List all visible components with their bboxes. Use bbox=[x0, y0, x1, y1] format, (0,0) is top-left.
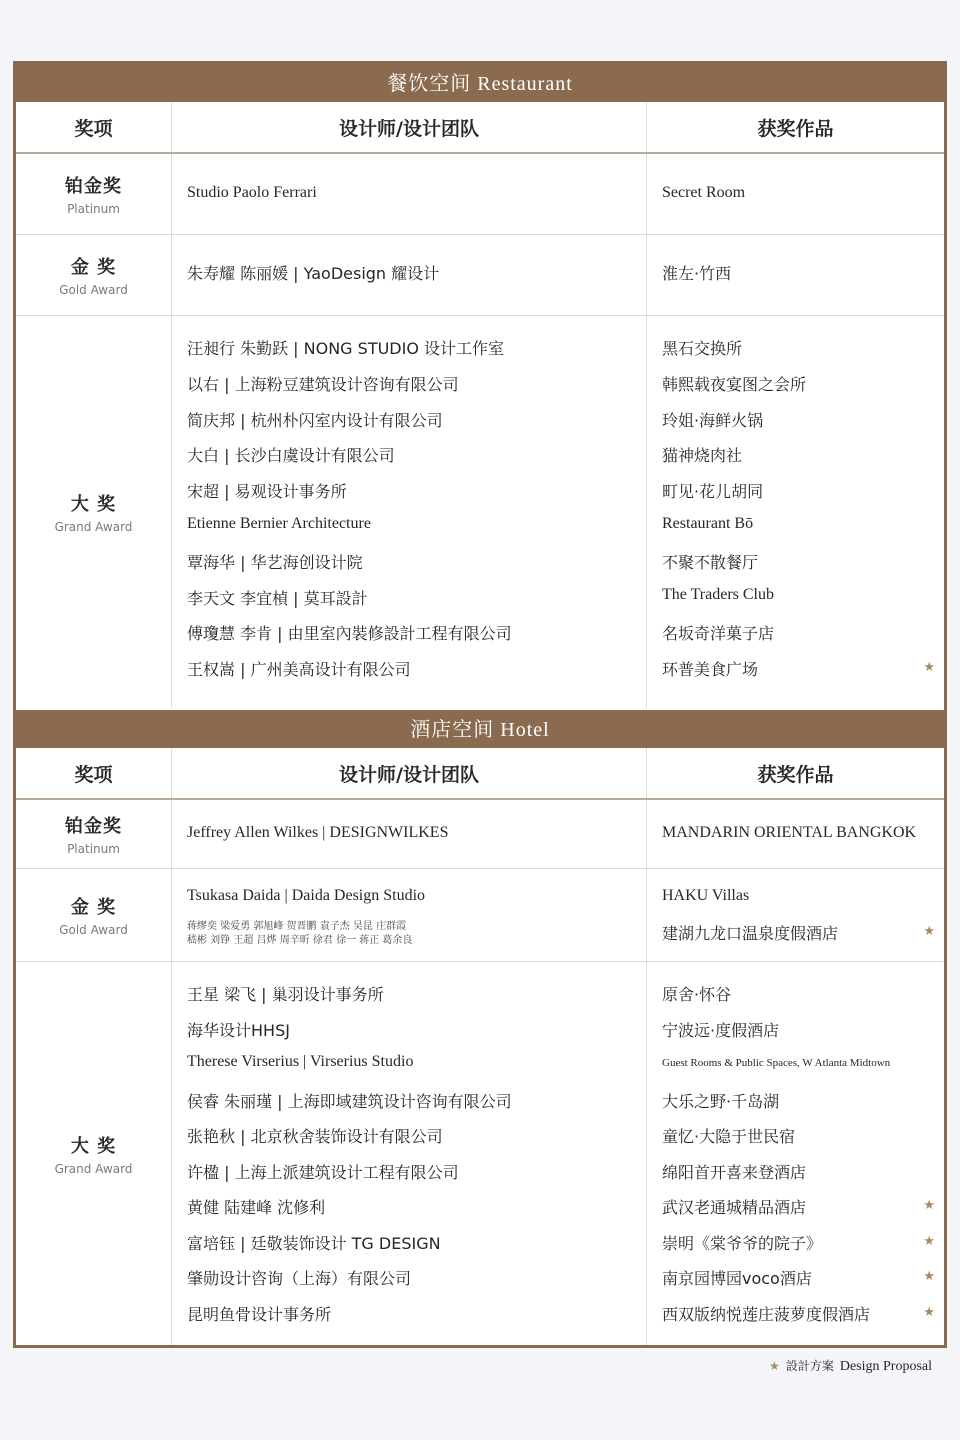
work-name: 名坂奇洋菓子店 bbox=[662, 624, 775, 643]
designer-name: 侯睿 朱丽瑾 | 上海即域建筑设计咨询有限公司 bbox=[187, 1092, 512, 1111]
award-cell bbox=[16, 962, 172, 1345]
designer-name: Etienne Bernier Architecture bbox=[187, 515, 371, 532]
header-work: 获奖作品 bbox=[757, 763, 834, 786]
designer-cell bbox=[172, 869, 647, 961]
designer-name: 王权嵩 | 广州美高设计有限公司 bbox=[187, 660, 411, 679]
designer-name: 海华设计HHSJ bbox=[187, 1021, 290, 1040]
designer-name: Jeffrey Allen Wilkes | DESIGNWILKES bbox=[187, 824, 449, 841]
work-name: 建湖九龙口温泉度假酒店 bbox=[662, 924, 839, 943]
work-name: 崇明《棠爷爷的院子》 bbox=[662, 1234, 823, 1253]
header-award: 奖项 bbox=[16, 748, 172, 798]
work-name: 武汉老通城精品酒店 bbox=[662, 1198, 807, 1217]
header-designer: 设计师/设计团队 bbox=[172, 748, 647, 798]
designer-name: 李天文 李宜楨 | 莫耳設計 bbox=[187, 589, 368, 608]
award-name-en: Gold Award bbox=[59, 283, 128, 297]
hotel-section-title bbox=[16, 710, 944, 748]
award-name-cn: 大 奖 bbox=[70, 494, 117, 515]
work-name: 猫神烧肉社 bbox=[662, 446, 743, 465]
work-cell bbox=[647, 154, 944, 234]
designer-cell bbox=[172, 316, 647, 708]
designer-cell bbox=[172, 800, 647, 868]
work-cell bbox=[647, 316, 944, 708]
restaurant-platinum-row bbox=[16, 154, 944, 235]
designer-name: Therese Virserius | Virserius Studio bbox=[187, 1053, 414, 1070]
work-name: 原舍·怀谷 bbox=[662, 985, 732, 1004]
work-name: 南京园博园voco酒店 bbox=[662, 1269, 812, 1288]
hotel-platinum-row bbox=[16, 800, 944, 869]
designer-name: 以右 | 上海粉豆建筑设计咨询有限公司 bbox=[187, 375, 459, 394]
designer-name: 许楹 | 上海上派建筑设计工程有限公司 bbox=[187, 1163, 459, 1182]
work-cell bbox=[647, 869, 944, 961]
designer-cell bbox=[172, 235, 647, 315]
award-name-en: Gold Award bbox=[59, 923, 128, 937]
designer-name: 简庆邦 | 杭州朴闪室内设计有限公司 bbox=[187, 411, 443, 430]
work-name: Guest Rooms & Public Spaces, W Atlanta Midtown bbox=[662, 1057, 891, 1069]
work-name: 不聚不散餐厅 bbox=[662, 553, 759, 572]
designer-name: 覃海华 | 华艺海创设计院 bbox=[187, 553, 363, 572]
designer-name: 宋超 | 易观设计事务所 bbox=[187, 482, 347, 501]
award-name-en: Grand Award bbox=[54, 520, 133, 534]
designer-cell bbox=[172, 962, 647, 1345]
designer-name: 傅瓊慧 李肯 | 由里室內裝修設計工程有限公司 bbox=[187, 624, 512, 643]
work-cell bbox=[647, 962, 944, 1345]
work-name: MANDARIN ORIENTAL BANGKOK bbox=[662, 824, 917, 841]
team-members: 蒋缪奕 梁爱勇 郭旭峰 贺晋鹏 袁子杰 吴昆 庄群霞 bbox=[187, 921, 407, 932]
restaurant-gold-row bbox=[16, 235, 944, 316]
work-name: The Traders Club bbox=[662, 586, 774, 603]
star-icon: ★ bbox=[923, 1234, 935, 1249]
hotel-title-cn: 酒店空间 bbox=[410, 717, 495, 741]
work-name: 西双版纳悦莲庄菠萝度假酒店 bbox=[662, 1305, 871, 1324]
award-name-en: Platinum bbox=[67, 202, 120, 216]
star-icon: ★ bbox=[923, 924, 935, 939]
award-cell bbox=[16, 154, 172, 234]
award-cell bbox=[16, 869, 172, 961]
award-name-cn: 金 奖 bbox=[70, 897, 117, 918]
star-icon: ★ bbox=[923, 1198, 935, 1213]
designer-name: 昆明鱼骨设计事务所 bbox=[187, 1305, 332, 1324]
award-name-en: Grand Award bbox=[54, 1161, 133, 1176]
legend-label-cn: 設計方案 bbox=[785, 1359, 834, 1373]
designer-name: 朱寿耀 陈丽媛 | YaoDesign 耀设计 bbox=[187, 264, 440, 283]
work-name: 淮左·竹西 bbox=[662, 264, 732, 283]
hotel-header-row bbox=[16, 748, 944, 800]
restaurant-title-cn: 餐饮空间 bbox=[387, 71, 472, 95]
work-name: 环普美食广场 bbox=[662, 660, 759, 679]
work-name: Restaurant Bō bbox=[662, 515, 754, 532]
restaurant-section-title bbox=[16, 64, 944, 102]
header-work: 获奖作品 bbox=[757, 117, 834, 140]
header-designer: 设计师/设计团队 bbox=[172, 102, 647, 152]
hotel-title-en: Hotel bbox=[500, 719, 550, 741]
award-cell bbox=[16, 316, 172, 708]
work-name: 宁波远·度假酒店 bbox=[662, 1021, 780, 1040]
work-name: 町见·花儿胡同 bbox=[662, 482, 764, 501]
designer-name: 富培钰 | 廷敬装饰设计 TG DESIGN bbox=[187, 1234, 441, 1253]
award-name-cn: 铂金奖 bbox=[65, 176, 122, 197]
hotel-gold-row bbox=[16, 869, 944, 962]
restaurant-header-row bbox=[16, 102, 944, 154]
star-icon: ★ bbox=[923, 1305, 935, 1320]
work-cell bbox=[647, 800, 944, 868]
award-name-cn: 金 奖 bbox=[70, 257, 117, 278]
star-icon: ★ bbox=[923, 660, 935, 675]
award-name-cn: 铂金奖 bbox=[65, 816, 122, 837]
work-name: 绵阳首开喜来登酒店 bbox=[662, 1163, 807, 1182]
work-name: 韩熙载夜宴图之会所 bbox=[662, 375, 807, 394]
work-name: Secret Room bbox=[662, 184, 746, 201]
legend-footer bbox=[769, 1357, 932, 1375]
designer-cell bbox=[172, 154, 647, 234]
designer-name: 肇勋设计咨询（上海）有限公司 bbox=[187, 1269, 412, 1288]
award-cell bbox=[16, 800, 172, 868]
work-name: 黑石交换所 bbox=[662, 339, 743, 358]
designer-name: Studio Paolo Ferrari bbox=[187, 184, 317, 201]
header-award: 奖项 bbox=[16, 102, 172, 152]
team-members: 嵇彬 刘铮 王超 吕烨 周辛昕 徐君 徐一 蒋正 葛余良 bbox=[187, 935, 413, 946]
star-icon: ★ bbox=[769, 1359, 780, 1373]
designer-name: 大白 | 长沙白虞设计有限公司 bbox=[187, 446, 395, 465]
work-name: 童忆·大隐于世民宿 bbox=[662, 1127, 796, 1146]
restaurant-grand-row bbox=[16, 316, 944, 708]
awards-frame bbox=[13, 61, 947, 1348]
designer-name: Tsukasa Daida | Daida Design Studio bbox=[187, 887, 426, 904]
designer-name: 汪昶行 朱勤跃 | NONG STUDIO 设计工作室 bbox=[187, 339, 505, 358]
designer-name: 张艳秋 | 北京秋舍装饰设计有限公司 bbox=[187, 1127, 443, 1146]
legend-label-en: Design Proposal bbox=[839, 1359, 932, 1374]
award-name-cn: 大 奖 bbox=[70, 1135, 117, 1157]
work-cell bbox=[647, 235, 944, 315]
award-name-en: Platinum bbox=[67, 842, 120, 856]
award-cell bbox=[16, 235, 172, 315]
star-icon: ★ bbox=[923, 1269, 935, 1284]
work-name: 玲姐·海鲜火锅 bbox=[662, 411, 764, 430]
work-name: HAKU Villas bbox=[662, 887, 750, 904]
work-name: 大乐之野·千岛湖 bbox=[662, 1092, 780, 1111]
designer-name: 王星 梁飞 | 巢羽设计事务所 bbox=[187, 985, 384, 1004]
designer-name: 黄健 陆建峰 沈修利 bbox=[187, 1198, 326, 1217]
hotel-grand-row bbox=[16, 962, 944, 1345]
restaurant-title-en: Restaurant bbox=[477, 73, 573, 95]
